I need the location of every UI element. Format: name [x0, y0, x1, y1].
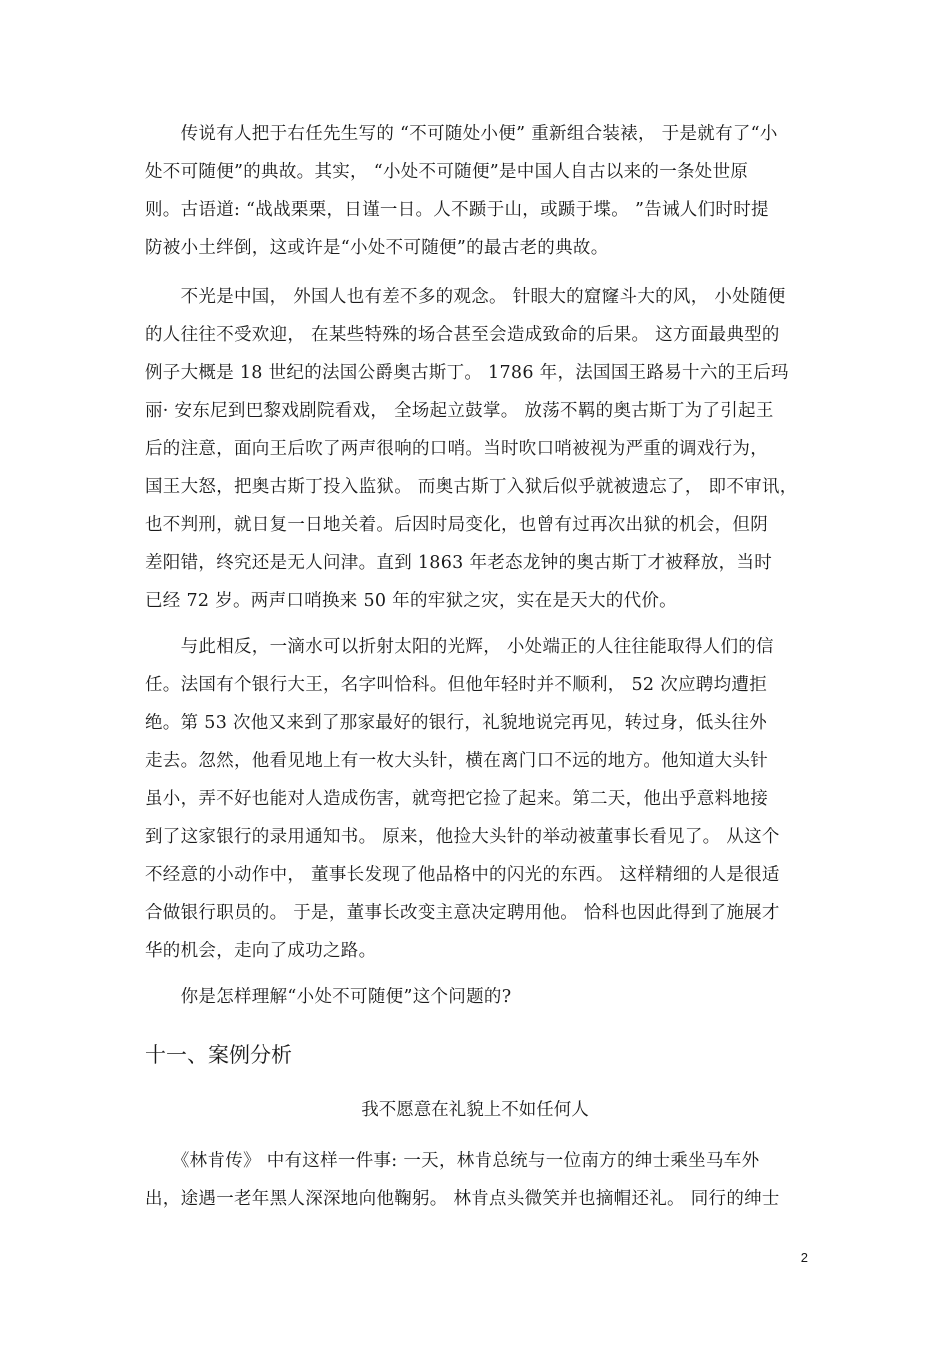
paragraph-banker-story	[145, 628, 813, 970]
text-line: 虽小，弄不好也能对人造成伤害，就弯把它捡了起来。第二天，他出乎意料地接	[145, 789, 768, 809]
text-line: 不经意的小动作中， 董事长发现了他品格中的闪光的东西。 这样精细的人是很适	[145, 865, 780, 885]
section-heading: 十一、案例分析	[145, 1043, 292, 1067]
text-line: 到了这家银行的录用通知书。 原来，他捡大头针的举动被董事长看见了。 从这个	[145, 827, 780, 847]
text-line: 《林肯传》 中有这样一件事: 一天，林肯总统与一位南方的绅士乘坐马车外	[145, 1151, 760, 1171]
case-title: 我不愿意在礼貌上不如任何人	[361, 1100, 589, 1120]
text-line: 不光是中国， 外国人也有差不多的观念。 针眼大的窟窿斗大的风， 小处随便	[145, 287, 786, 307]
text-line: 绝。第 53 次他又来到了那家最好的银行，礼貌地说完再见，转过身，低头往外	[145, 713, 767, 733]
text-line: 也不判刑，就日复一日地关着。后因时局变化，也曾有过再次出狱的机会，但阴	[145, 515, 768, 535]
text-line: 已经 72 岁。两声口哨换来 50 年的牢狱之灾，实在是天大的代价。	[145, 591, 677, 611]
text-line: 传说有人把于右任先生写的 “不可随处小便” 重新组合装裱， 于是就有了“小	[145, 124, 778, 144]
text-line: 走去。忽然，他看见地上有一枚大头针，横在离门口不远的地方。他知道大头针	[145, 751, 768, 771]
paragraph-augustin-story	[145, 278, 813, 620]
paragraph-legend-origin	[145, 115, 813, 267]
text-line: 处不可随便”的典故。其实， “小处不可随便”是中国人自古以来的一条处世原	[145, 162, 749, 182]
text-line: 差阳错，终究还是无人问津。直到 1863 年老态龙钟的奥古斯丁才被释放，当时	[145, 553, 773, 573]
page-number: 2	[800, 1250, 808, 1265]
text-line: 的人往往不受欢迎， 在某些特殊的场合甚至会造成致命的后果。 这方面最典型的	[145, 325, 780, 345]
text-line: 与此相反，一滴水可以折射太阳的光辉， 小处端正的人往往能取得人们的信	[145, 637, 774, 657]
text-line: 华的机会，走向了成功之路。	[145, 941, 377, 961]
paragraph-lincoln-case	[145, 1142, 813, 1218]
text-line: 丽· 安东尼到巴黎戏剧院看戏， 全场起立鼓掌。 放荡不羁的奥古斯丁为了引起王	[145, 401, 774, 421]
text-line: 后的注意，面向王后吹了两声很响的口哨。当时吹口哨被视为严重的调戏行为，	[145, 439, 768, 459]
text-line: 合做银行职员的。 于是，董事长改变主意决定聘用他。 恰科也因此得到了施展才	[145, 903, 780, 923]
text-line: 则。古语道: “战战栗栗，日谨一日。人不踬于山，或踬于堞。 ”告诫人们时时提	[145, 200, 769, 220]
paragraph-question	[145, 978, 813, 1016]
text-line: 你是怎样理解“小处不可随便”这个问题的?	[145, 987, 512, 1007]
text-line: 防被小土绊倒，这或许是“小处不可随便”的最古老的典故。	[145, 238, 609, 258]
text-line: 例子大概是 18 世纪的法国公爵奥古斯丁。 1786 年，法国国王路易十六的王后玛	[145, 363, 789, 383]
text-line: 国王大怒，把奥古斯丁投入监狱。 而奥古斯丁入狱后似乎就被遗忘了， 即不审讯，	[145, 477, 798, 497]
text-line: 任。法国有个银行大王，名字叫恰科。但他年轻时并不顺利， 52 次应聘均遭拒	[145, 675, 767, 695]
text-line: 出，途遇一老年黑人深深地向他鞠躬。 林肯点头微笑并也摘帽还礼。 同行的绅士	[145, 1189, 780, 1209]
